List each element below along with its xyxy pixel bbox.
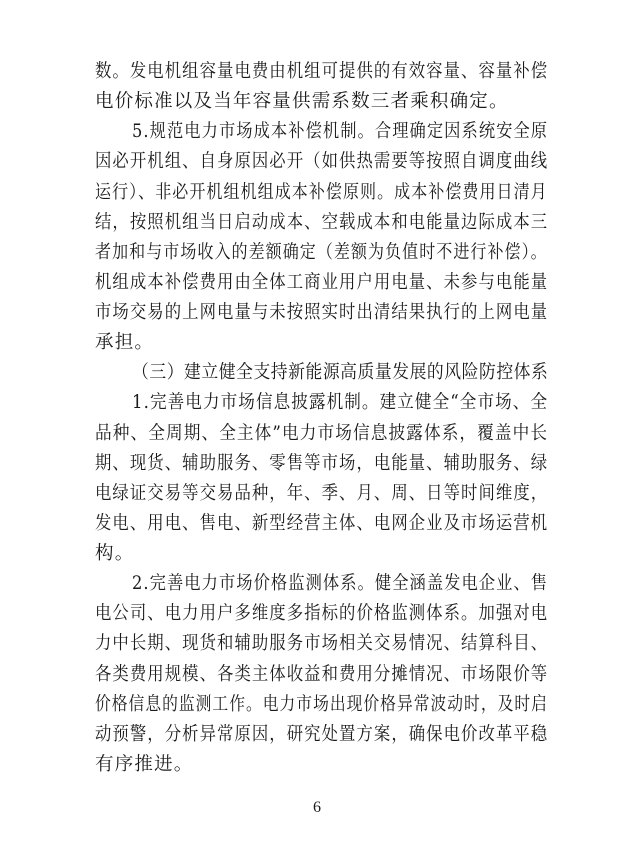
paragraph-line: 2.完善电力市场价格监测体系。健全涵盖发电企业、售: [132, 573, 549, 594]
paragraph-line: 者加和与市场收入的差额确定（差额为负值时不进行补偿）。: [95, 242, 548, 263]
section-heading: （三）建立健全支持新能源高质量发展的风险防控体系: [132, 362, 549, 383]
paragraph-line: 期、现货、辅助服务、零售等市场，电能量、辅助服务、绿: [95, 453, 549, 474]
paragraph-line: 电价标准以及当年容量供需系数三者乘积确定。: [95, 91, 509, 112]
paragraph-line: 市场交易的上网电量与未按照实时出清结果执行的上网电量: [95, 302, 549, 323]
paragraph-line: 机组成本补偿费用由全体工商业用户用电量、未参与电能量: [95, 272, 549, 293]
paragraph-line: 承担。: [95, 332, 155, 353]
paragraph-line: 1.完善电力市场信息披露机制。建立健全“全市场、全: [132, 392, 549, 413]
paragraph-line: 因必开机组、自身原因必开（如供热需要等按照自调度曲线: [95, 151, 549, 172]
paragraph-line: 结，按照机组当日启动成本、空载成本和电能量边际成本三: [95, 212, 549, 233]
paragraph-line: 电公司、电力用户多维度多指标的价格监测体系。加强对电: [95, 603, 549, 624]
paragraph-line: 品种、全周期、全主体”电力市场信息披露体系，覆盖中长: [95, 423, 549, 444]
paragraph-line: 构。: [95, 543, 135, 564]
page-number: 6: [313, 799, 321, 816]
paragraph-line: 运行）、非必开机组机组成本补偿原则。成本补偿费用日清月: [95, 182, 548, 203]
paragraph-line: 各类费用规模、各类主体收益和费用分摊情况、市场限价等: [95, 664, 549, 685]
paragraph-line: 数。发电机组容量电费由机组可提供的有效容量、容量补偿: [95, 61, 549, 82]
paragraph-line: 电绿证交易等交易品种，年、季、月、周、日等时间维度，: [95, 483, 549, 504]
paragraph-line: 价格信息的监测工作。电力市场出现价格异常波动时，及时启: [95, 694, 548, 715]
paragraph-line: 5.规范电力市场成本补偿机制。合理确定因系统安全原: [132, 121, 549, 142]
paragraph-line: 力中长期、现货和辅助服务市场相关交易情况、结算科目、: [95, 633, 549, 654]
paragraph-line: 有序推进。: [95, 754, 194, 775]
paragraph-line: 动预警，分析异常原因，研究处置方案，确保电价改革平稳: [95, 724, 549, 745]
paragraph-line: 发电、用电、售电、新型经营主体、电网企业及市场运营机: [95, 513, 549, 534]
